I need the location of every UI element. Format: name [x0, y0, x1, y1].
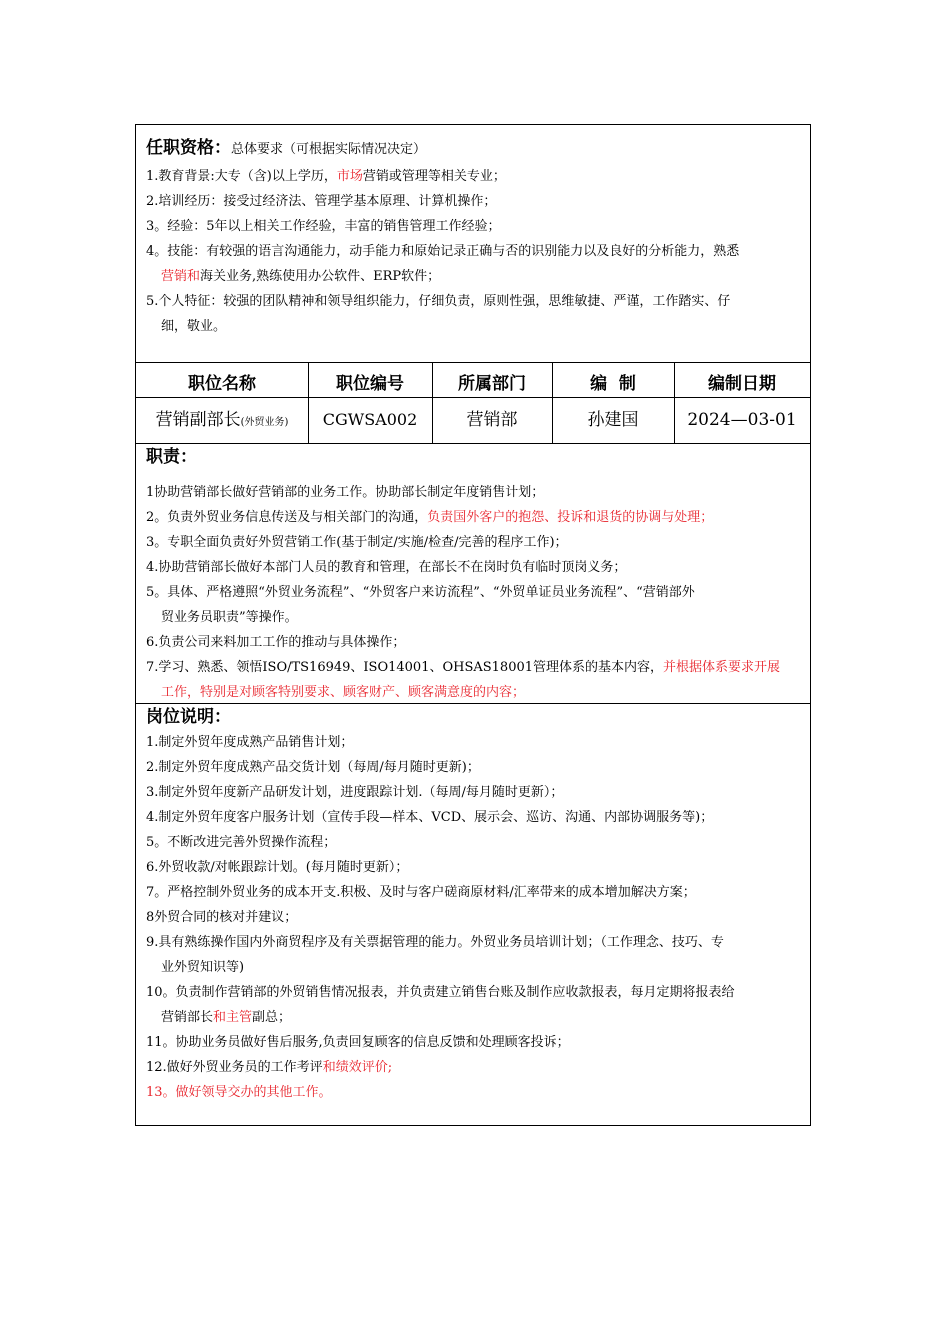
highlighted-text: 并根据体系要求开展 [663, 660, 781, 675]
list-item [146, 930, 810, 955]
list-item [146, 955, 810, 980]
list-item [146, 630, 810, 655]
list-item [146, 314, 810, 339]
item-text: 5。不断改进完善外贸操作流程； [146, 835, 337, 850]
highlighted-text: 营销和 [161, 269, 201, 284]
item-text: 5。具体、严格遵照“外贸业务流程”、“外贸客户来访流程”、“外贸单证员业务流程”、“营销部外 [146, 585, 695, 600]
item-text: 营销或管理等相关专业； [362, 169, 506, 184]
item-text: 营销部长 [161, 1010, 214, 1025]
highlighted-text: 和绩效评价; [322, 1060, 393, 1075]
duties-list [146, 480, 810, 705]
header-position-name: 职位名称 [188, 374, 256, 394]
list-item [146, 655, 810, 680]
item-text: 6.负责公司来料加工工作的推动与具体操作； [146, 635, 406, 650]
qualifications-section [136, 135, 810, 339]
item-text: 副总； [252, 1010, 292, 1025]
qualifications-subtitle: 总体要求（可根据实际情况决定） [231, 142, 427, 157]
list-item [146, 1005, 810, 1030]
list-item [146, 880, 810, 905]
item-text: 贸业务员职责”等操作。 [161, 610, 298, 625]
list-item [146, 214, 810, 239]
item-text: 3。经验：5年以上相关工作经验，丰富的销售管理工作经验； [146, 219, 501, 234]
list-item [146, 164, 810, 189]
list-item [146, 530, 810, 555]
description-section [136, 704, 810, 1105]
item-text: 11。协助业务员做好售后服务,负责回复顾客的信息反馈和处理顾客投诉； [146, 1035, 570, 1050]
header-editor: 编 制 [590, 374, 636, 394]
item-text: 1.教育背景:大专（含)以上学历， [146, 169, 337, 184]
list-item [146, 980, 810, 1005]
cell-editor: 孙建国 [587, 410, 639, 430]
item-text: 3.制定外贸年度新产品研发计划，进度跟踪计划.（每周/每月随时更新）； [146, 785, 564, 800]
item-text: 4。技能：有较强的语言沟通能力，动手能力和原始记录正确与否的识别能力以及良好的分析能力，熟悉 [146, 244, 740, 259]
description-title: 岗位说明： [146, 707, 231, 727]
highlighted-text: 市场 [336, 169, 363, 184]
item-text: 12.做好外贸业务员的工作考评 [146, 1060, 323, 1075]
list-item [146, 480, 810, 505]
qualifications-title: 任职资格： [146, 138, 231, 158]
list-item [146, 730, 810, 755]
header-position-code: 职位编号 [336, 374, 404, 394]
cell-position-name [136, 398, 308, 445]
position-note: (外贸业务) [240, 417, 289, 428]
list-item [146, 855, 810, 880]
list-item [146, 264, 810, 289]
item-text: 10。负责制作营销部的外贸销售情况报表，并负责建立销售台账及制作应收款报表，每月定期将报表给 [146, 985, 735, 1000]
list-item [146, 780, 810, 805]
item-text: 7.学习、熟悉、领悟ISO/TS16949、ISO14001、OHSAS18001管理体系的基本内容， [146, 660, 664, 675]
item-text: 2.制定外贸年度成熟产品交货计划（每周/每月随时更新)； [146, 760, 480, 775]
cell-date: 2024—03-01 [687, 410, 797, 430]
list-item [146, 755, 810, 780]
list-item [146, 1080, 810, 1105]
list-item [146, 189, 810, 214]
description-list [146, 730, 810, 1105]
list-item [146, 1055, 810, 1080]
highlighted-text: 工作，特别是对顾客特别要求、顾客财产、顾客满意度的内容； [161, 685, 526, 700]
duties-section [136, 444, 810, 705]
item-text: 2。负责外贸业务信息传送及与相关部门的沟通， [146, 510, 428, 525]
list-item [146, 830, 810, 855]
item-text: 1.制定外贸年度成熟产品销售计划； [146, 735, 354, 750]
item-text: 3。专职全面负责好外贸营销工作(基于制定/实施/检查/完善的程序工作)； [146, 535, 568, 550]
list-item [146, 580, 810, 605]
list-item [146, 680, 810, 705]
item-text: 1协助营销部长做好营销部的业务工作。协助部长制定年度销售计划； [146, 485, 545, 500]
job-description-form [135, 124, 811, 1126]
item-text: 5.个人特征：较强的团队精神和领导组织能力，仔细负责，原则性强，思维敏捷、严谨，工作踏实、仔 [146, 294, 731, 309]
item-text: 2.培训经历：接受过经济法、管理学基本原理、计算机操作； [146, 194, 497, 209]
item-text: 6.外贸收款/对帐跟踪计划。(每月随时更新）； [146, 860, 409, 875]
highlighted-text: 负责国外客户的抱怨、投诉和退货的协调与处理； [427, 510, 714, 525]
list-item [146, 505, 810, 530]
item-text: 4.制定外贸年度客户服务计划（宣传手段—样本、VCD、展示会、巡访、沟通、内部协调服务等)； [146, 810, 714, 825]
list-item [146, 555, 810, 580]
header-date: 编制日期 [708, 374, 776, 394]
qualifications-list [146, 164, 810, 339]
position-table [136, 363, 810, 443]
duties-title: 职责： [146, 447, 197, 467]
highlighted-text: 13。做好领导交办的其他工作。 [146, 1085, 332, 1100]
list-item [146, 239, 810, 264]
item-text: 7。严格控制外贸业务的成本开支.积极、及时与客户磋商原材料/汇率带来的成本增加解决方案； [146, 885, 696, 900]
position-title: 营销副部长 [155, 410, 241, 430]
cell-position-code: CGWSA002 [322, 410, 418, 429]
item-text: 海关业务,熟练使用办公软件、ERP软件； [200, 269, 441, 284]
item-text: 业外贸知识等) [161, 960, 245, 975]
highlighted-text: 和主管 [213, 1010, 253, 1025]
list-item [146, 1030, 810, 1055]
cell-department: 营销部 [466, 410, 518, 430]
item-text: 细，敬业。 [161, 319, 227, 334]
list-item [146, 289, 810, 314]
item-text: 4.协助营销部长做好本部门人员的教育和管理，在部长不在岗时负有临时顶岗义务； [146, 560, 627, 575]
item-text: 9.具有熟练操作国内外商贸程序及有关票据管理的能力。外贸业务员培训计划；（工作理念、技巧、专 [146, 935, 724, 950]
header-department: 所属部门 [458, 374, 526, 394]
item-text: 8外贸合同的核对并建议； [146, 910, 298, 925]
list-item [146, 805, 810, 830]
list-item [146, 905, 810, 930]
list-item [146, 605, 810, 630]
qualifications-heading [146, 135, 810, 161]
